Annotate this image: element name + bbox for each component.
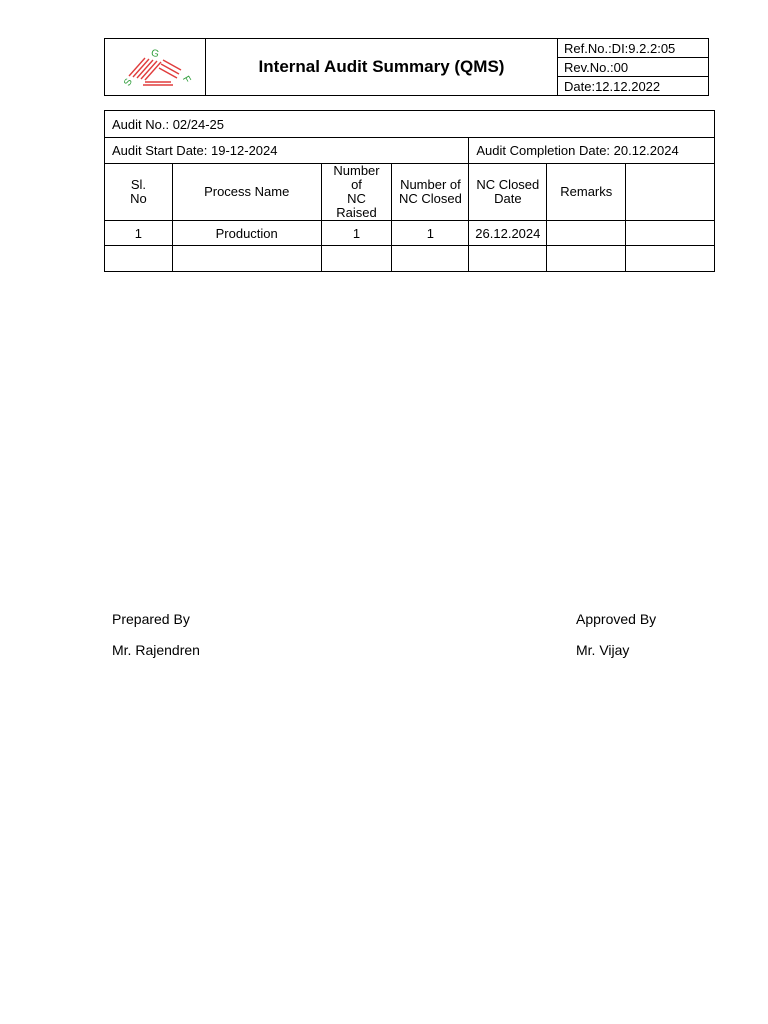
logo-letter-g: G: [149, 47, 161, 61]
audit-start-date: Audit Start Date: 19-12-2024: [105, 138, 469, 164]
document-title: Internal Audit Summary (QMS): [206, 39, 558, 95]
logo-stripes-right: [143, 60, 181, 85]
column-header-nc-raised: Number of NC Raised: [321, 164, 392, 221]
cell-sl-no: [105, 246, 173, 272]
company-logo-cell: [105, 39, 206, 95]
document-header: [104, 38, 709, 96]
cell-nc-closed: [392, 246, 469, 272]
document-reference-block: [558, 39, 708, 95]
document-date: Date:12.12.2022: [564, 78, 661, 94]
table-header-row: [105, 164, 715, 221]
audit-number: Audit No.: 02/24-25: [105, 111, 715, 138]
logo-letter-s: S: [122, 76, 135, 89]
cell-nc-closed-date: [469, 246, 547, 272]
logo-stripes-left: [129, 58, 161, 80]
cell-extra: [626, 246, 715, 272]
column-header-remarks: Remarks: [547, 164, 626, 221]
approved-by-label: Approved By: [576, 611, 657, 627]
ref-number: Ref.No.:DI:9.2.2:05: [558, 39, 708, 58]
approved-by-name: Mr. Vijay: [576, 642, 630, 658]
table-row: [105, 221, 715, 246]
cell-nc-closed: 1: [392, 221, 469, 246]
table-row: [105, 246, 715, 272]
cell-nc-raised: [321, 246, 392, 272]
cell-process-name: [172, 246, 321, 272]
cell-sl-no: 1: [105, 221, 173, 246]
company-logo: [115, 44, 195, 90]
prepared-by-name: Mr. Rajendren: [112, 642, 200, 658]
column-header-nc-closed: Number of NC Closed: [392, 164, 469, 221]
cell-nc-closed-date: 26.12.2024: [469, 221, 547, 246]
column-header-nc-closed-date: NC Closed Date: [469, 164, 547, 221]
column-header-process-name: Process Name: [172, 164, 321, 221]
audit-summary-table: [104, 110, 715, 272]
cell-process-name: Production: [172, 221, 321, 246]
prepared-by-label: Prepared By: [112, 611, 190, 627]
cell-remarks: [547, 221, 626, 246]
logo-letter-f: F: [179, 74, 193, 86]
revision-number: Rev.No.:00: [558, 58, 708, 77]
cell-nc-raised: 1: [321, 221, 392, 246]
cell-extra: [626, 221, 715, 246]
audit-completion-date: Audit Completion Date: 20.12.2024: [469, 138, 715, 164]
column-header-extra: [626, 164, 715, 221]
cell-remarks: [547, 246, 626, 272]
column-header-sl-no: Sl. No: [105, 164, 173, 221]
